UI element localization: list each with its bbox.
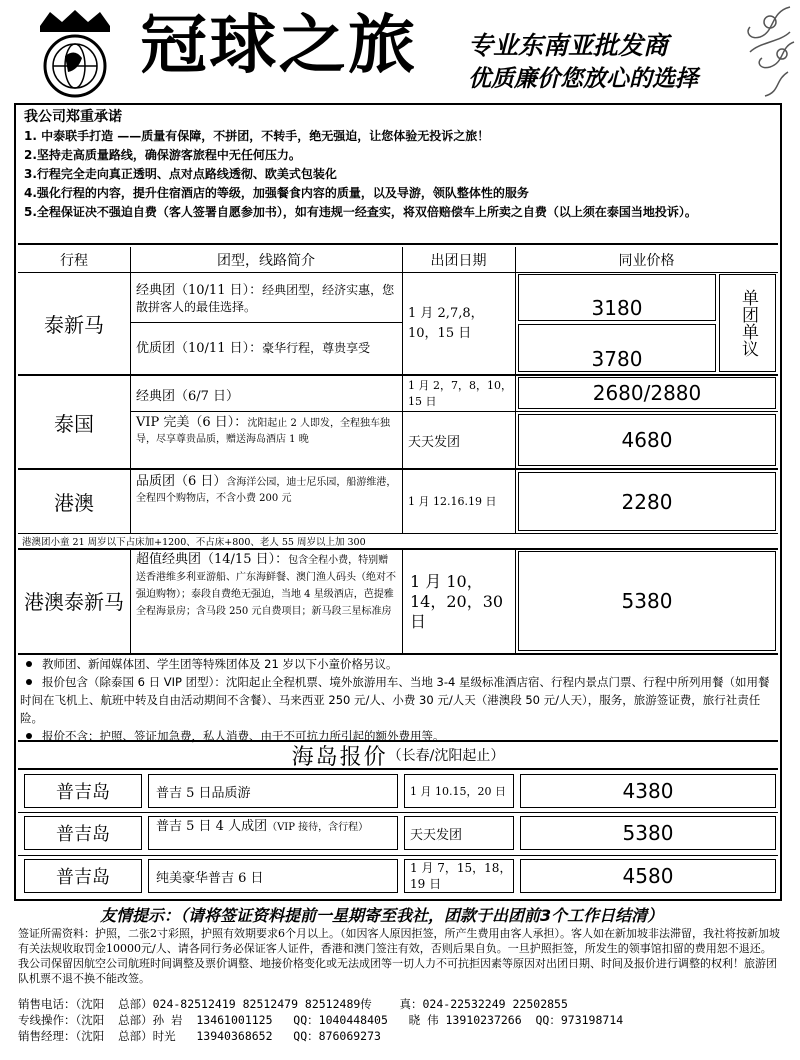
- tour-name: 品质团（6 日）: [136, 474, 227, 489]
- hk-child-note: 港澳团小童 21 周岁以下占床加+1200、不占床+800、老人 55 周岁以上加 300: [22, 537, 366, 548]
- table-divider: [515, 247, 516, 533]
- island-section-header: [18, 740, 778, 770]
- tour-item: [136, 472, 398, 532]
- island-dates: 1 月 10.15，20 日: [410, 784, 506, 798]
- tour-item: [136, 551, 398, 652]
- table-divider: [18, 855, 778, 856]
- island-desc-group: [156, 816, 396, 850]
- price-value: 2280: [621, 489, 673, 514]
- slogan-line-2: 优质廉价您放心的选择: [468, 66, 698, 92]
- table-divider: [18, 548, 778, 550]
- tour-name: 经典团（6/7 日）: [136, 388, 240, 404]
- island-desc-small: （VIP 接待，含行程）: [267, 822, 369, 833]
- table-divider: [402, 549, 403, 653]
- route-name: 港澳: [54, 491, 94, 515]
- company-logo: [30, 8, 120, 100]
- contact-info: [18, 996, 798, 1044]
- island-desc: 普吉 5 日品质游: [156, 785, 251, 801]
- note-text: 教师团、新闻媒体团、学生团等特殊团体及 21 岁以下小童价格另议。: [42, 657, 398, 671]
- visa-terms: 签证所需资料：护照，二张2寸彩照，护照有效期要求6个月以上。（如因客人原因拒签，所产生费用由客人承担）。客人如在新加坡非法滞留，我社将按新加坡有关法规收取罚金10000元/人、请各同行务必保证客人证件，香港和澳门签注有效，否则后果自负。一旦护照拒签，所发生的领事馆扣留的费用恕不退还。我公司保留因航空公司航班时间调整及票价调整、地接价格变化或无法成团等一切人力不可抗拒因素等原因对出团日期、时间及报价进行调整的权利！旅游团队机票不退不换不能改签。: [18, 927, 780, 985]
- brand-name: 冠球之旅: [140, 9, 418, 83]
- tour-name: 经典团（10/11 日）：: [136, 282, 263, 298]
- island-route: 普吉岛: [56, 782, 110, 803]
- island-desc: 纯美豪华普吉 6 日: [156, 870, 264, 886]
- route-name: 泰国: [54, 411, 94, 436]
- tour-item: [136, 323, 398, 373]
- header-tour: 团型，线路简介: [217, 253, 315, 269]
- bullet-icon: [26, 679, 32, 685]
- table-divider: [130, 247, 131, 533]
- route-name: 港澳泰新马: [24, 589, 124, 614]
- price-notes: [20, 655, 776, 745]
- tour-name: VIP 完美（6 日）：: [136, 415, 248, 430]
- header-price: 同业价格: [618, 253, 675, 269]
- table-divider: [18, 812, 778, 813]
- table-divider: [130, 411, 778, 412]
- island-dates: 天天发团: [410, 827, 463, 843]
- friendly-tip: 友情提示：（请将签证资料提前一星期寄至我社，团款于出团前3个工作日结清）: [100, 906, 664, 925]
- promise-section: [18, 105, 778, 245]
- promise-item: 1. 中泰联手打造 ——质量有保障，不拼团，不转手，绝无强迫，让您体验无投诉之旅！: [24, 129, 490, 143]
- contact-line: 销售电话：（沈阳 总部）024-82512419 82512479 82512489传 真：024-22532249 22502855: [18, 997, 568, 1011]
- promise-item: 4.强化行程的内容，提升住宿酒店的等级，加强餐食内容的质量，以及导游，领队整体性的服务: [24, 186, 529, 200]
- bullet-icon: [26, 733, 32, 739]
- note-text: 报价不含：护照、签证加急费，私人消费、由于不可抗力所引起的额外费用等。: [42, 729, 445, 743]
- tour-desc: 沈阳起止 2 人即发，全程独车独导，尽享尊贵品质，赠送海岛酒店 1 晚: [136, 418, 391, 445]
- promise-item: 5.全程保证决不强迫自费（客人签署自愿参加书），如有违规一经查实，将双倍赔偿车上所卖之自费（以上须在泰国当地投诉）。: [24, 205, 697, 219]
- table-divider: [18, 272, 778, 273]
- island-desc: 普吉 5 日 4 人成团: [156, 819, 268, 834]
- tour-dates: 1 月 2,7,8，10，15 日: [408, 305, 484, 341]
- tour-item: [136, 413, 398, 467]
- island-route: 普吉岛: [56, 867, 110, 888]
- tour-name: 超值经典团（14/15 日）：: [136, 552, 289, 567]
- tour-desc: 经典团型，经济实惠，您散拼客人的最佳选择。: [136, 282, 395, 314]
- note-item: [20, 655, 776, 673]
- tour-dates: 1 月 10，14，20，30 日: [410, 571, 504, 631]
- promise-heading: 我公司郑重承诺: [24, 109, 122, 125]
- tour-desc: 含海洋公园，迪士尼乐园，船游维港，全程四个购物店，不含小费 200 元: [136, 477, 397, 504]
- island-title: 海岛报价: [291, 744, 388, 770]
- floral-ornament: [690, 2, 798, 100]
- table-divider: [130, 549, 131, 653]
- contact-line: 销售经理：（沈阳 总部）时光 13940368652 QQ：876069273: [18, 1029, 381, 1043]
- tour-name: 优质团（10/11 日）：: [136, 340, 263, 356]
- price-value: 2680/2880: [592, 381, 702, 405]
- table-divider: [18, 374, 778, 376]
- island-route: 普吉岛: [56, 824, 110, 845]
- slogan-line-1: 专业东南亚批发商: [468, 31, 669, 60]
- table-divider: [402, 247, 403, 533]
- header-route: 行程: [60, 253, 88, 269]
- island-price: 4580: [622, 864, 674, 888]
- note-item: [20, 673, 776, 727]
- contact-line: 专线操作：（沈阳 总部）孙 岩 13461001125 QQ：1040448405 晓 伟 13910237266 QQ：973198714: [18, 1013, 624, 1027]
- island-price: 4380: [622, 779, 674, 803]
- tour-desc: 包含全程小费，特别赠送香港维多利亚游船、广东海鲜餐、澳门渔人码头（绝对不强迫购物）；泰段自费绝无强迫，当地 4 星级酒店，芭提雅全程海景房；含马段 250 元自费项目；新马段三星标准房: [136, 555, 396, 617]
- table-divider: [515, 549, 516, 653]
- price-value: 3780: [591, 347, 643, 371]
- route-name: 泰新马: [44, 313, 104, 337]
- promise-item: 3.行程完全走向真正透明、点对点路线透彻、欧美式包装化: [24, 167, 337, 181]
- tour-dates: 天天发团: [408, 434, 461, 450]
- note-text: 报价包含（除泰国 6 日 VIP 团型）：沈阳起止全程机票、境外旅游用车、当地 3-4 星级标准酒店宿、行程内景点门票、行程中所列用餐（如用餐时间在飞机上、航班中转及自由活动期间不含餐）、马来西亚 250 元/人、小费 30 元/人天（港澳段 50 元/人天），服务，旅游签证费，旅行社责任险。: [20, 675, 770, 725]
- island-dates: 1 月 7，15，18，19 日: [410, 861, 512, 891]
- tour-dates: 1 月 2，7，8，10，15 日: [408, 379, 512, 408]
- price-value: 4680: [621, 428, 673, 452]
- table-divider: [18, 468, 778, 470]
- tour-dates: 1 月 12.16.19 日: [408, 494, 497, 508]
- island-price: 5380: [622, 821, 674, 845]
- island-subtitle: （长春/沈阳起止）: [387, 748, 505, 764]
- header-dates: 出团日期: [430, 253, 487, 269]
- bullet-icon: [26, 661, 32, 667]
- promise-item: 2.坚持走高质量路线，确保游客旅程中无任何压力。: [24, 148, 301, 162]
- price-value: 3180: [591, 296, 643, 320]
- tour-desc: 豪华行程，尊贵享受: [262, 340, 371, 355]
- price-note: 单团单议: [738, 289, 758, 357]
- price-value: 5380: [621, 589, 673, 613]
- tour-item: [136, 274, 398, 322]
